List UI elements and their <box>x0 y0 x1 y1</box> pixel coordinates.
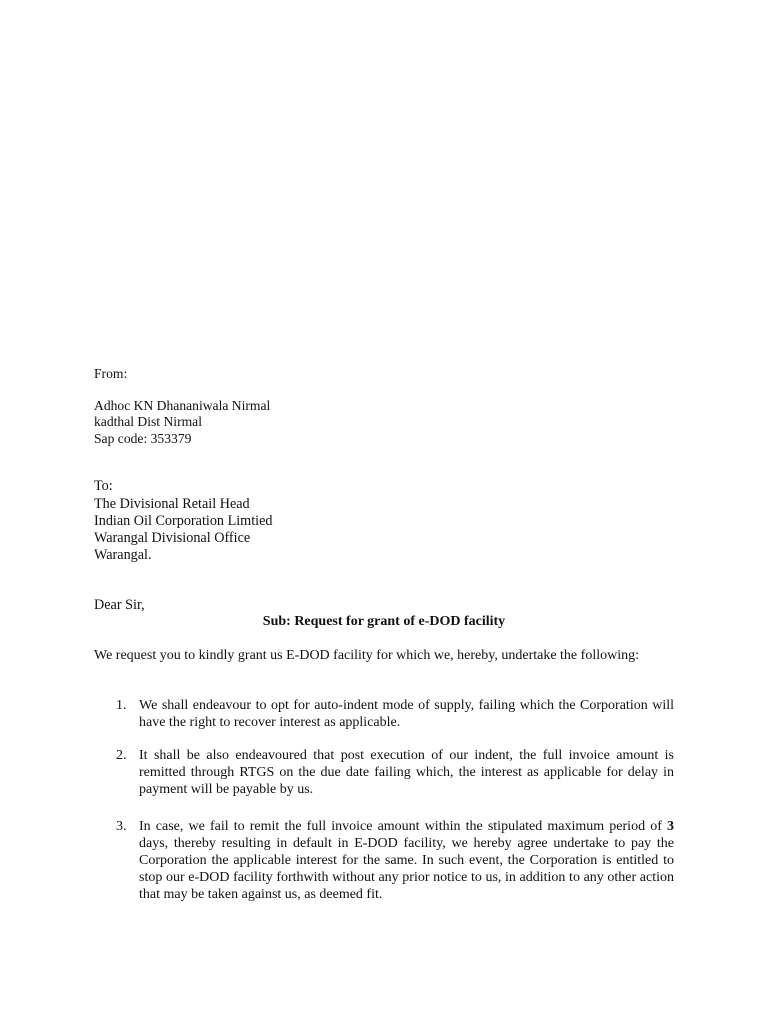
from-line-address: kadthal Dist Nirmal <box>94 414 202 429</box>
from-label: From: <box>94 366 128 381</box>
list-item-number: 3. <box>116 819 127 834</box>
list-item-text-before: In case, we fail to remit the full invoice amount within the stipulated maximum period of <box>139 819 667 834</box>
to-label: To: <box>94 478 113 494</box>
list-item-text: We shall endeavour to opt for auto-indent mode of supply, failing which the Corporation will have the right to recover interest as applicable. <box>139 698 674 730</box>
to-line-city: Warangal. <box>94 547 152 563</box>
list-item-text-after: days, thereby resulting in default in E-DOD facility, we hereby agree undertake to pay the Corporation the applicable interest for the same. In such event, the Corporation is entitled to stop our e-DOD facility forthwith without any prior notice to us, in addition to any other action that may be taken against us, as deemed fit. <box>139 836 674 902</box>
days-count: 3 <box>667 819 674 834</box>
list-item-number: 1. <box>116 698 127 713</box>
list-item-text <box>139 818 674 903</box>
list-item-text: It shall be also endeavoured that post execution of our indent, the full invoice amount is remitted through RTGS on the due date failing which, the interest as applicable for delay in payment will be payable by us. <box>139 748 674 797</box>
from-line-sap-code: Sap code: 353379 <box>94 431 192 446</box>
to-line-office: Warangal Divisional Office <box>94 530 251 546</box>
from-line-name: Adhoc KN Dhananiwala Nirmal <box>94 398 271 413</box>
intro-paragraph: We request you to kindly grant us E-DOD facility for which we, hereby, undertake the following: <box>94 648 639 663</box>
subject-line: Sub: Request for grant of e-DOD facility <box>262 614 506 629</box>
list-item-number: 2. <box>116 748 127 763</box>
to-line-title: The Divisional Retail Head <box>94 496 250 512</box>
salutation: Dear Sir, <box>94 597 145 613</box>
to-line-company: Indian Oil Corporation Limtied <box>94 513 273 529</box>
